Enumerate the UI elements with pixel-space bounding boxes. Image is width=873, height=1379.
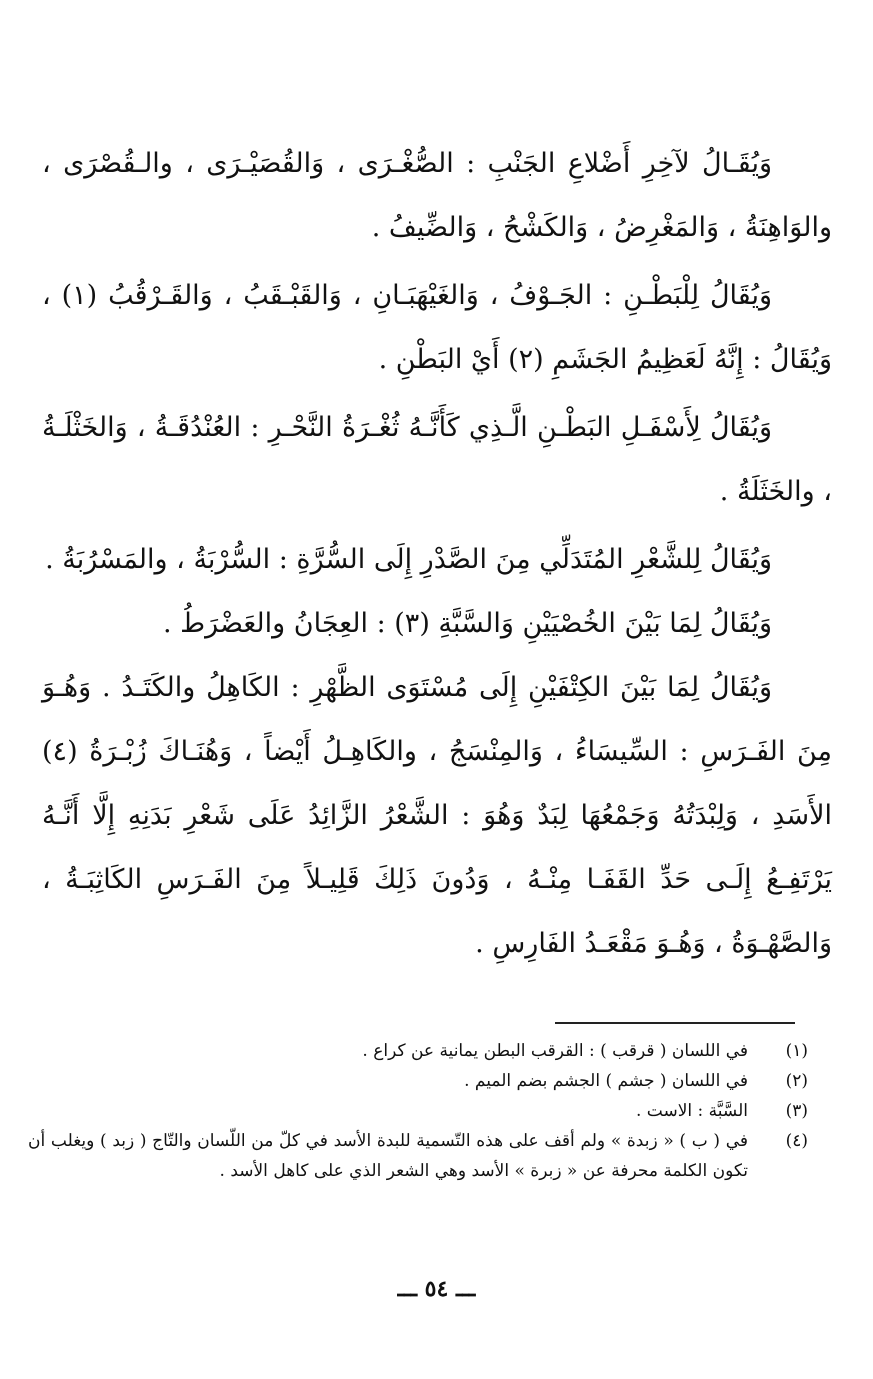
footnote-text: في اللسان ( قرقب ) : القرقب البطن يمانية عن كراع .	[362, 1041, 748, 1061]
footnote	[28, 1126, 808, 1186]
footnote-number: (٣)	[785, 1101, 808, 1121]
footnote-number: (٤)	[785, 1131, 808, 1151]
paragraph: وَيُقَـالُ لآخِرِ أَضْلاعِ الجَنْبِ : الصُّغْـرَى ، وَالقُصَيْـرَى ، والـقُصْرَى ، والوَاهِنَةُ ، وَالمَغْرِضُ ، وَالكَشْحُ ، وَالضِّيفُ .	[42, 148, 832, 243]
footnote-text: في اللسان ( جشم ) الجشم بضم الميم .	[464, 1071, 748, 1091]
footnote-number: (٢)	[785, 1071, 808, 1091]
footnote	[28, 1036, 808, 1066]
footnotes	[28, 1036, 808, 1186]
main-text	[42, 132, 832, 980]
footnote	[28, 1096, 808, 1126]
footnote-text: في ( ب ) « زبدة » ولم أقف على هذه التّسمية للبدة الأسد في كلّ من اللّسان والتّاج ( زبد ) ويغلب أن تكون الكلمة محرفة عن « زبرة » الأسد وهي الشعر الذي على كاهل الأسد .	[28, 1131, 748, 1181]
footnote-number: (١)	[785, 1041, 808, 1061]
paragraph: وَيُقَالُ لِأَسْفَـلِ البَطْـنِ الَّـذِي كَأَنَّـهُ ثُغْـرَةُ النَّحْـرِ : العُنْدُقَـةُ ، وَالخَثْلَـةُ ، والخَثَلَةُ .	[42, 412, 832, 507]
footnote-divider	[555, 1022, 795, 1024]
footnote	[28, 1066, 808, 1096]
footnote-text: السَّبَّة : الاست .	[635, 1101, 748, 1121]
paragraph: وَيُقَالُ لِمَا بَيْنَ الكِتْفَيْنِ إِلَى مُسْتَوَى الظَّهْرِ : الكَاهِلُ والكَتَـدُ . وَهُـوَ مِنَ الفَـرَسِ : السِّيسَاءُ ، وَالمِنْسَجُ ، والكَاهِـلُ أَيْضاً ، وَهُنَـاكَ زُبْـرَةُ (٤) الأَسَدِ ، وَلِبْدَتُهُ وَجَمْعُهَا لِبَدٌ وَهُوَ : الشَّعْرُ الزَّائِدُ عَلَى شَعْرِ بَدَنِهِ إِلَّا أَنَّـهُ يَرْتَفِـعُ إِلَـى حَدِّ القَفَـا مِنْـهُ ، وَدُونَ ذَلِكَ قَلِيـلاً مِنَ الفَـرَسِ الكَاثِبَـةُ ، وَالصَّهْـوَةُ ، وَهُـوَ مَقْعَـدُ الفَارِسِ .	[42, 672, 832, 959]
page-number: ـــ ٥٤ ـــ	[397, 1276, 476, 1302]
paragraph: وَيُقَالُ لِلشَّعْرِ المُتَدَلِّي مِنَ الصَّدْرِ إِلَى السُّرَّةِ : السُّرْبَةُ ، والمَسْرُبَةُ .	[45, 544, 772, 575]
paragraph: وَيُقَالُ لِلْبَطْـنِ : الجَـوْفُ ، وَالغَيْهَبَـانِ ، وَالقَبْـقَبُ ، وَالقَـرْقُبُ (١) ، وَيُقَالُ : إِنَّهُ لَعَظِيمُ الجَشَمِ (٢) أَيْ البَطْنِ .	[42, 280, 832, 375]
paragraph: وَيُقَالُ لِمَا بَيْنَ الخُصْيَيْنِ وَالسَّبَّةِ (٣) : العِجَانُ والعَضْرَطُ .	[162, 608, 772, 639]
